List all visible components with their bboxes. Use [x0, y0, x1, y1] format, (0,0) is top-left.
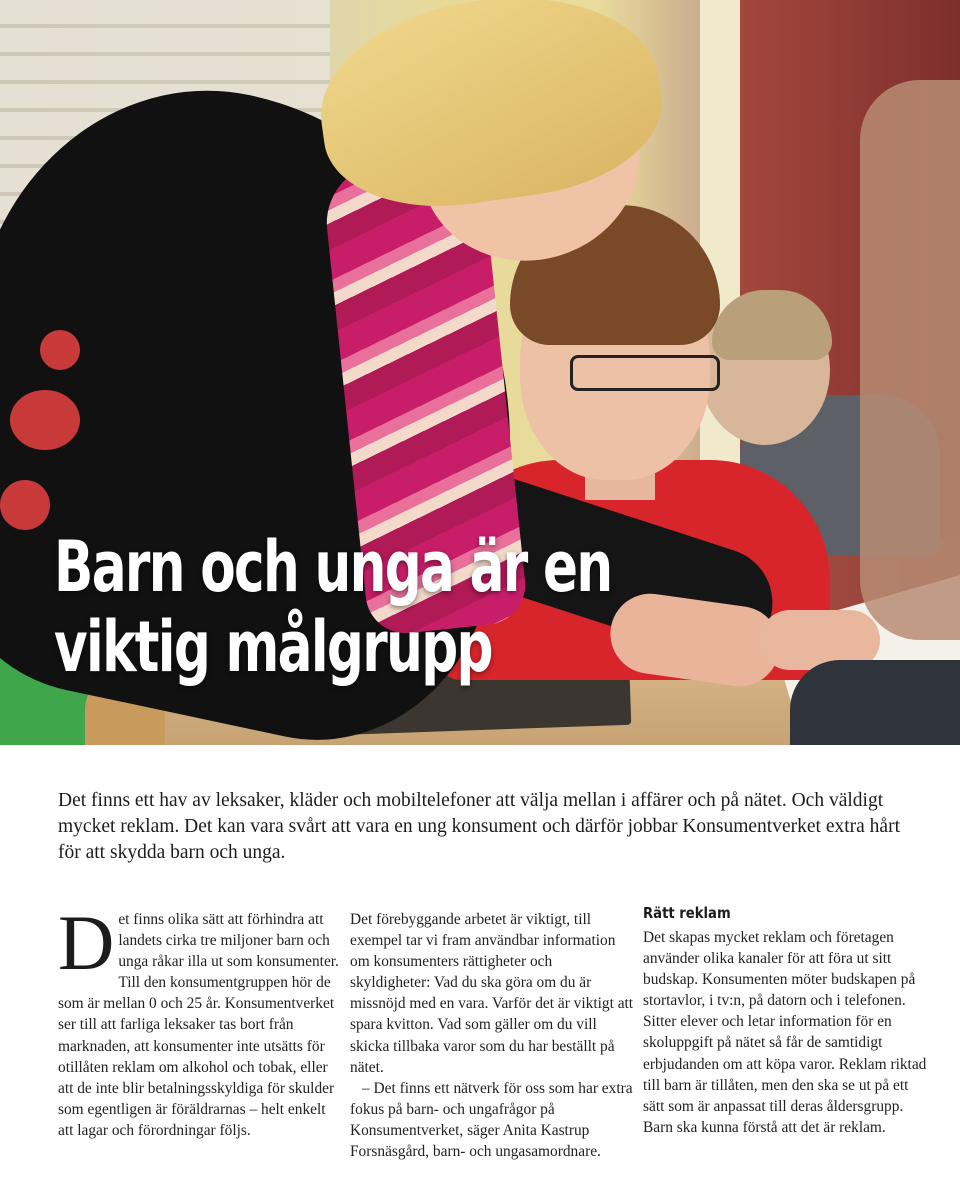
article-column-2 — [350, 909, 635, 1162]
title-line-1: Barn och unga är en — [54, 526, 612, 608]
article-column-3 — [643, 904, 928, 1138]
dropcap: D — [58, 899, 115, 986]
page-title — [54, 527, 710, 687]
flower-pattern — [0, 480, 50, 530]
glasses — [570, 355, 720, 391]
flower-pattern — [40, 330, 80, 370]
foreground-shadow — [790, 660, 960, 745]
column-3-text: Det skapas mycket reklam och företagen använder olika kanaler för att föra ut sitt budskap. Konsumenten möter budskapen på stortavlor, i tv:n, på datorn och i telefonen. Sitter elever och letar information för en skoluppgift på nätet så får de samtidigt erbjudanden om att köpa varor. Reklam riktad till barn är tillåten, men den ska se ut på ett sätt som är anpassat till deras åldersgrupp. Barn ska kunna förstå att det är reklam. — [643, 929, 927, 1136]
section-heading: Rätt reklam — [643, 904, 731, 922]
column-2-paragraph-2: – Det finns ett nätverk för oss som har extra fokus på barn- och ungafrågor på Konsumentverket, säger Anita Kastrup Forsnäsgård, barn- och ungasamordnare. — [350, 1079, 633, 1161]
foreground-blur — [860, 80, 960, 640]
title-line-2: viktig målgrupp — [54, 606, 492, 688]
article-column-1 — [58, 899, 343, 1141]
flower-pattern — [10, 390, 80, 450]
intro-paragraph: Det finns ett hav av leksaker, kläder och mobiltelefoner att välja mellan i affärer och på nätet. Och väldigt mycket reklam. Det kan vara svårt att vara en ung konsument och därför jobbar Konsumentverket extra hårt för att skydda barn och unga. — [58, 790, 900, 863]
column-2-paragraph-1: Det förebyggande arbetet är viktigt, till exempel tar vi fram användbar information om konsumenters rättigheter och skyldigheter: Vad du ska göra om du är missnöjd med en vara. Varför det är viktigt att spara kvitton. Vad som gäller om du vill skicka tillbaka varor som du har beställt på nätet. — [350, 911, 634, 1076]
column-1-text: et finns olika sätt att förhindra att landets cirka tre miljoner barn och unga råkar illa ut som konsumenter. Till den konsumentgruppen hör de som är mellan 0 och 25 år. Konsumentverket ser till att farliga leksaker tas bort från marknaden, att konsumenter inte utsätts för otillåten reklam om alkohol och tobak, eller att de inte blir betalningsskyldiga för skulder som egentligen är föräldrarnas – helt enkelt att lagar och förordningar följs. — [58, 911, 339, 1139]
